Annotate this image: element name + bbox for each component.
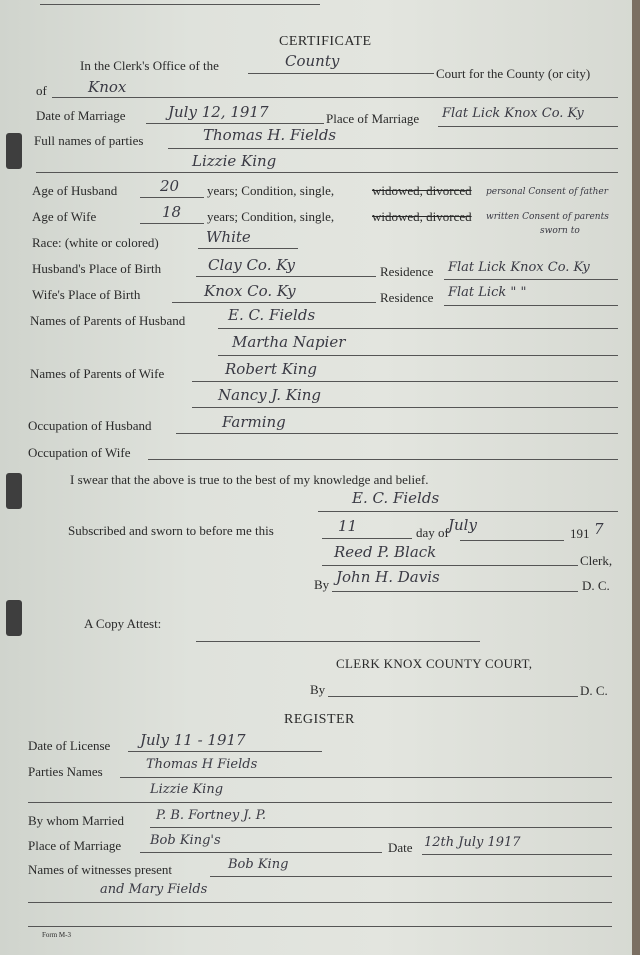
husband-residence-label: Residence [380,264,434,279]
register-place-label: Place of Marriage [28,838,122,853]
binder-hole [6,473,22,509]
husband-consent-note: personal Consent of father [486,187,608,197]
wife-birth-value: Knox Co. Ky [204,282,296,300]
wife-consent-note: written Consent of parents [486,212,609,222]
court-suffix: Court for the County (or city) [436,66,591,81]
register-title: REGISTER [284,712,355,727]
clerk-signature: Reed P. Black [334,543,437,561]
register-party-1: Thomas H Fields [146,757,258,772]
register-place-value: Bob King's [150,833,221,848]
by-whom-value: P. B. Fortney J. P. [156,808,267,823]
race-value: White [206,228,251,246]
top-line [40,4,320,5]
certificate-title: CERTIFICATE [279,34,372,49]
party-2-name: Lizzie King [192,152,277,170]
place-of-marriage-value: Flat Lick Knox Co. Ky [442,106,584,121]
register-parties-label: Parties Names [28,764,103,779]
year-suffix: 7 [594,520,604,538]
date-of-marriage-value: July 12, 1917 [168,103,269,121]
age-husband-value: 20 [160,177,180,195]
license-date-label: Date of License [28,738,111,753]
age-wife-label: Age of Wife [32,209,97,224]
full-names-label: Full names of parties [34,133,144,148]
age-wife-value: 18 [162,203,182,221]
witness-1: Bob King [228,857,289,872]
by-whom-label: By whom Married [28,813,125,828]
register-date-value: 12th July 1917 [424,835,521,850]
parents-husband-2: Martha Napier [232,333,346,351]
occupation-husband-value: Farming [222,413,286,431]
place-of-marriage-label: Place of Marriage [326,111,420,126]
occupation-husband-label: Occupation of Husband [28,418,152,433]
wife-consent-note-2: sworn to [540,226,580,236]
clerk-label: Clerk, [580,553,613,568]
parents-husband-label: Names of Parents of Husband [30,313,186,328]
deputy-signature: John H. Davis [336,568,440,586]
wife-residence-label: Residence [380,290,434,305]
parents-wife-2: Nancy J. King [218,386,322,404]
parents-wife-1: Robert King [225,360,318,378]
binder-hole [6,133,22,169]
license-date-value: July 11 - 1917 [140,731,246,749]
witnesses-label: Names of witnesses present [28,862,173,877]
husband-birth-value: Clay Co. Ky [208,256,295,274]
of-value: Knox [88,78,127,96]
page-edge [632,0,640,955]
age-husband-label: Age of Husband [32,183,118,198]
copy-attest-label: A Copy Attest: [84,616,162,631]
occupation-wife-label: Occupation of Wife [28,445,131,460]
clerk-office-value: County [285,52,340,70]
of-label: of [36,83,47,98]
date-of-marriage-label: Date of Marriage [36,108,126,123]
register-party-2: Lizzie King [150,782,224,797]
binder-hole [6,600,22,636]
certificate-page: CERTIFICATE In the Clerk's Office of the County Court for the County (or city) of Knox Date of Marriage July 12, 1917 Place of Marriage Flat Lick Knox Co. Ky Full names of parties Thomas H. Fields Lizzie King Age of Husband 20 years; Condition, single, widowed, divorced personal Consent of father Age of Wife 18 years; Condition, single, widowed, divorced written Consent of parents sworn to Race: (white or colored) White Husband's Place of Birth Clay Co. Ky Residence Flat Lick Knox Co. Ky Wife's Place of Birth Knox Co. Ky Residence Flat Lick " " Names of Parents of Husband E. C. Fields Martha Napier Names of Parents of Wife Robert King Nancy J. King Occupation of Husband Farming Occupation of Wife I swear that the above is true to the best of my knowledge and belief. E. C. Fields Subscribed and sworn to before me this 11 day of July 191 7 Reed P. Black Clerk, By John H. Davis D. C. A Copy Attest: CLERK KNOX COUNTY COURT, By D. C. REGISTER Date of License July 11 - 1917 Parties Names Thomas H Fields Lizzie King By whom Married P. B. Fortney J. P. Place of Marriage Bob King's Date 12th July 1917 Names of witnesses present Bob King and Mary Fields Form M-3 [0,0,640,955]
month-value: July [448,516,477,534]
year-prefix: 191 [570,526,590,541]
husband-residence-value: Flat Lick Knox Co. Ky [448,260,590,275]
day-value: 11 [338,517,358,535]
form-number: Form M-3 [42,931,71,939]
court-name: CLERK KNOX COUNTY COURT, [336,656,533,671]
husband-birth-label: Husband's Place of Birth [32,261,162,276]
wife-residence-value: Flat Lick " " [448,285,527,300]
witness-2: and Mary Fields [100,882,208,897]
wife-birth-label: Wife's Place of Birth [32,287,141,302]
register-date-label: Date [388,840,413,855]
parents-husband-1: E. C. Fields [228,306,316,324]
oath-signature: E. C. Fields [352,489,440,507]
parents-wife-label: Names of Parents of Wife [30,366,165,381]
subscribed-label: Subscribed and sworn to before me this [68,523,274,538]
party-1-name: Thomas H. Fields [203,126,337,144]
race-label: Race: (white or colored) [32,235,159,250]
oath-text: I swear that the above is true to the best of my knowledge and belief. [70,472,429,487]
clerk-office-label: In the Clerk's Office of the [80,58,219,73]
